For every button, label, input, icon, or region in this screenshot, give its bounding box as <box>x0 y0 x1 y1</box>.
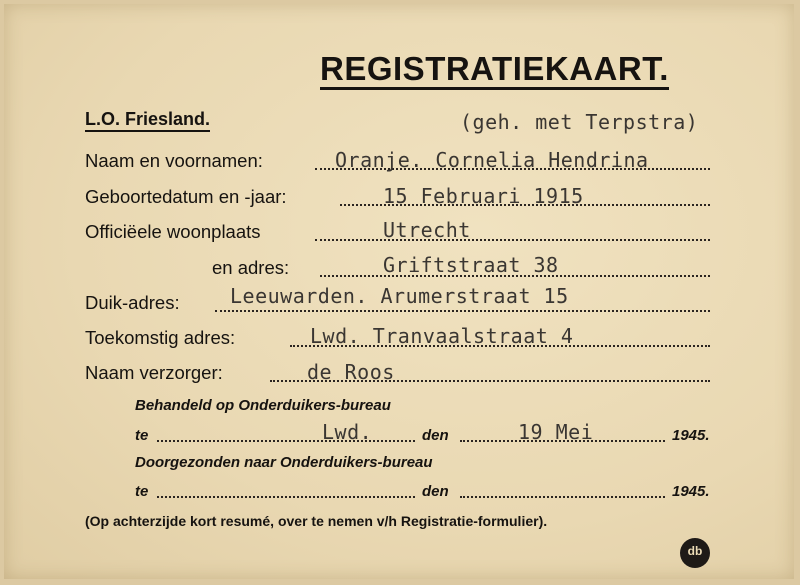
behandeld-te-value: Lwd. <box>322 420 373 444</box>
doorgezonden-year: 1945. <box>672 483 710 500</box>
doorgezonden-te-label: te <box>135 483 149 500</box>
naam-value: Oranje. Cornelia Hendrina <box>335 148 649 172</box>
woonplaats-value: Utrecht <box>383 218 471 242</box>
adres-value: Griftstraat 38 <box>383 253 559 277</box>
behandeld-den-label: den <box>422 427 449 444</box>
doorgezonden-den-label: den <box>422 483 449 500</box>
behandeld-te-label: te <box>135 427 149 444</box>
toekomstig-label: Toekomstig adres: <box>85 327 236 348</box>
card-title: REGISTRATIEKAART. <box>320 52 669 90</box>
duik-value: Leeuwarden. Arumerstraat 15 <box>230 284 569 308</box>
toekomstig-value: Lwd. Tranvaalstraat 4 <box>310 324 574 348</box>
geboorte-label: Geboortedatum en -jaar: <box>85 186 287 207</box>
woonplaats-line <box>315 239 710 241</box>
footer-note: (Op achterzijde kort resumé, over te nemen v/h Registratie-formulier). <box>85 513 548 529</box>
doorgezonden-te-line <box>157 496 415 498</box>
behandeld-year: 1945. <box>672 427 710 444</box>
geboorte-value: 15 Februari 1915 <box>383 184 584 208</box>
behandeld-heading: Behandeld op Onderduikers-bureau <box>135 397 391 414</box>
organization-label: L.O. Friesland. <box>85 108 210 132</box>
verzorger-value: de Roos <box>307 360 395 384</box>
woonplaats-label: Officiëele woonplaats <box>85 221 261 242</box>
duik-label: Duik-adres: <box>85 292 180 313</box>
doorgezonden-den-line <box>460 496 665 498</box>
verzorger-label: Naam verzorger: <box>85 362 223 383</box>
doorgezonden-heading: Doorgezonden naar Onderduikers-bureau <box>135 454 433 471</box>
typed-note: (geh. met Terpstra) <box>460 110 699 134</box>
behandeld-den-value: 19 Mei <box>518 420 594 444</box>
behandeld-te-line <box>157 440 415 442</box>
duik-line <box>215 310 710 312</box>
naam-label: Naam en voornamen: <box>85 150 263 171</box>
adres-label: en adres: <box>212 257 290 278</box>
publisher-logo: db <box>680 538 710 568</box>
